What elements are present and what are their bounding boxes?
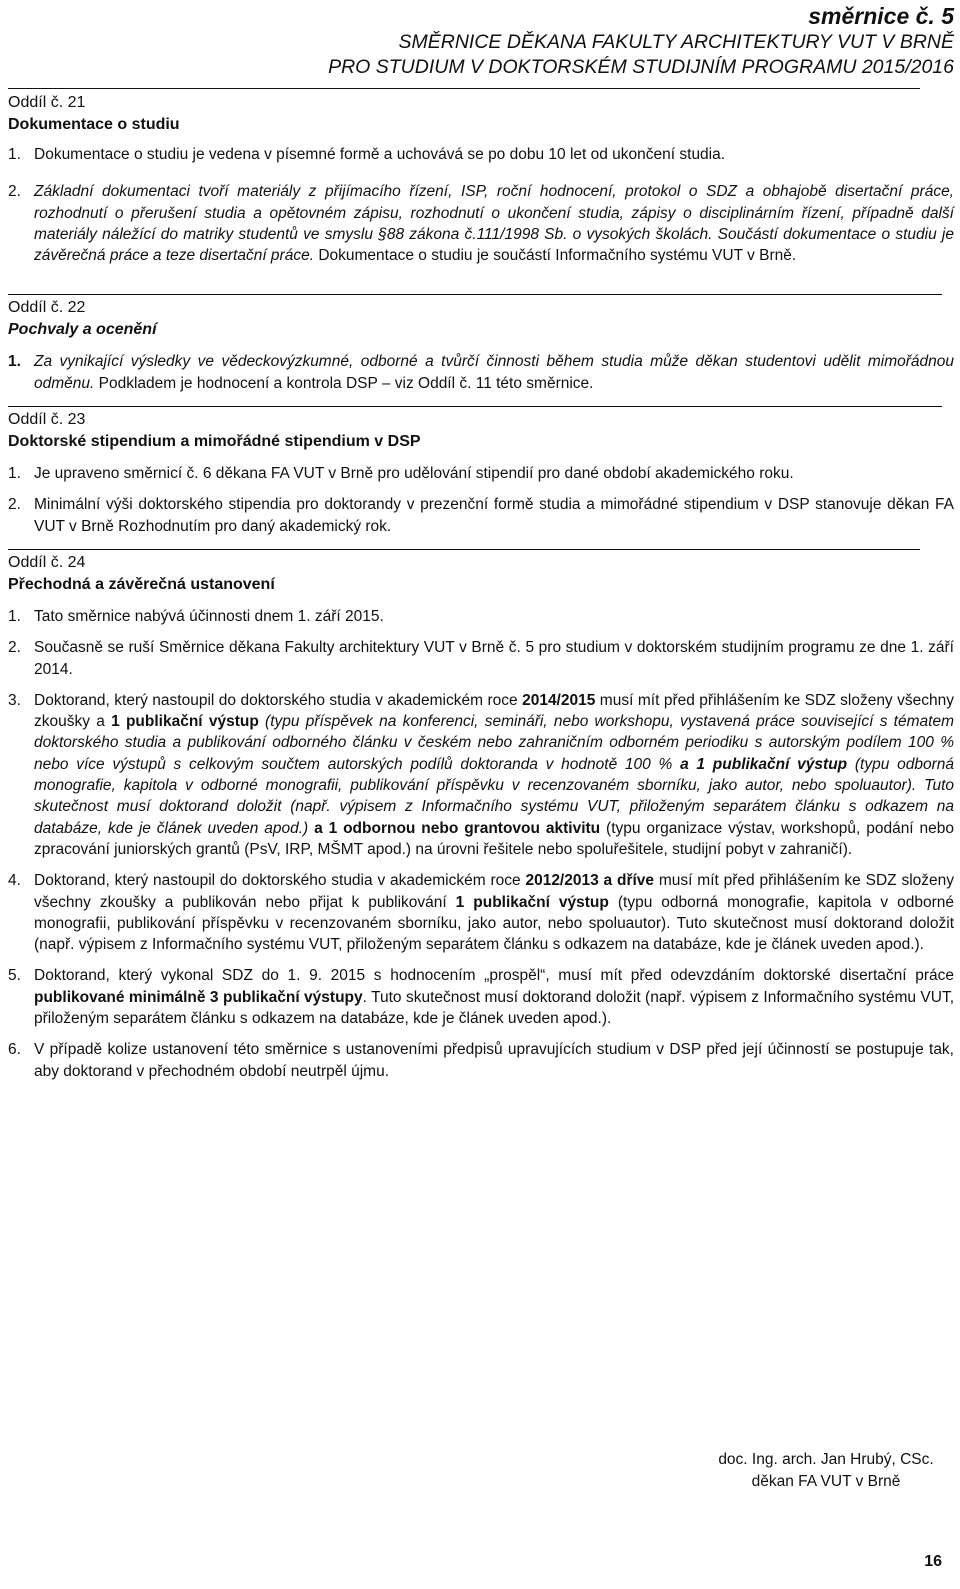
item-text: Tato směrnice nabývá účinnosti dnem 1. září 2015. [34,607,384,625]
item-text [34,870,954,955]
item-text-regular: Podkladem je hodnocení a kontrola DSP – viz Oddíl č. 11 této směrnice. [94,374,594,392]
item-text [34,965,954,1029]
list-item [8,494,954,537]
item-text: Je upraveno směrnicí č. 6 děkana FA VUT v Brně pro udělování stipendií pro dané období akademického roku. [34,465,794,483]
item-text: Současně se ruší Směrnice děkana Fakulty architektury VUT v Brně č. 5 pro studium v doktorském studijním programu ze dne 1. září 2014. [34,639,954,678]
item-text [34,181,954,266]
item-number: 3. [8,691,21,709]
page-number: 16 [924,1553,942,1570]
section-title: Přechodná a závěrečná ustanovení [8,575,275,593]
list-item [8,606,954,627]
text-run-bold-italic: a 1 publikační výstup [680,755,848,773]
text-run-bold: publikované minimálně 3 publikační výstupy [34,988,363,1006]
section-divider [8,294,942,295]
item-text-italic: Základní dokumentaci tvoří materiály z přijímacího řízení, ISP, roční hodnocení, protokol o SDZ a obhajobě disertační práce, rozhodnutí o přerušení studia a opětovném zápisu, rozhodnutí o ukončení studia, zápisy o disciplinárním řízení, případně další materiály náležící do matriky studentů ve smyslu §88 zákona č.111/1998 Sb. o vysokých školách. Součástí dokumentace o studiu je závěrečná práce a teze disertační práce. [34,183,954,265]
text-run: (typu odborná monografie, kapitola v odborné monografii, publikování příspěvku v recenzovaném sborníku, jako autor, nebo spoluautor). Tuto skutečnost musí doktorand doložit (např. výpisem z Informačního systému VUT, přiloženým separátem článku s odkazem na databáze, kde je článek uveden apod.). [34,893,955,954]
document-header [8,0,954,80]
item-number: 1. [8,146,21,163]
section-22 [8,297,954,394]
text-run-bold: 2012/2013 a dříve [525,872,655,890]
text-run: Doktorand, který nastoupil do doktorského studia v akademickém roce [34,872,526,890]
section-23 [8,409,954,537]
item-number: 1. [8,353,21,371]
signatory-name: doc. Ing. arch. Jan Hrubý, CSc. [718,1451,934,1468]
item-number: 2. [8,183,21,201]
signatory-role: děkan FA VUT v Brně [751,1473,901,1490]
item-number: 6. [8,1041,21,1059]
text-run-bold: a 1 odbornou nebo grantovou aktivitu [314,819,601,837]
list-item [8,965,954,1029]
item-number: 2. [8,496,21,514]
signature-block [708,1449,944,1493]
section-24 [8,552,954,1082]
text-run: musí mít před přihlášením ke SDZ složeny všechny zkoušky a [34,691,954,731]
list-item [8,351,954,394]
item-number: 1. [8,465,21,483]
text-run: . Tuto skutečnost musí doktorand doložit (např. výpisem z Informačního systému VUT, přiloženým separátem článku s odkazem na databáze, kde je článek uveden apod.). [34,988,955,1028]
item-text: Dokumentace o studiu je vedena v písemné formě a uchovává se po dobu 10 let od ukončení studia. [34,146,726,163]
item-number: 5. [8,967,21,985]
item-text-regular: Dokumentace o studiu je součástí Informačního systému VUT v Brně. [314,247,797,265]
section-title: Dokumentace o studiu [8,116,180,133]
section-title: Pochvaly a ocenění [8,321,157,339]
list-item [8,690,954,860]
list-item [8,144,954,165]
list-item [8,181,954,266]
header-title: SMĚRNICE DĚKANA FAKULTY ARCHITEKTURY VUT V BRNĚ [398,31,954,53]
text-run: Doktorand, který nastoupil do doktorského studia v akademickém roce [34,691,523,709]
section-21 [8,92,954,266]
header-subtitle: PRO STUDIUM V DOKTORSKÉM STUDIJNÍM PROGRAMU 2015/2016 [328,56,954,78]
item-text: V případě kolize ustanovení této směrnice s ustanoveními předpisů upravujících studium v DSP před její účinností se postupuje tak, aby doktorand v přechodném období neutrpěl újmu. [34,1041,954,1080]
header-directive-number: směrnice č. 5 [808,3,954,29]
item-number: 2. [8,639,21,657]
text-run-bold: 1 publikační výstup [111,713,259,731]
item-text: Minimální výši doktorského stipendia pro doktorandy v prezenční formě studia a mimořádné stipendium v DSP stanovuje děkan FA VUT v Brně Rozhodnutím pro daný akademický rok. [34,496,954,535]
section-number: Oddíl č. 23 [8,411,86,429]
text-run: Doktorand, který vykonal SDZ do 1. 9. 2015 s hodnocením „prospěl“, musí mít před odevzdáním doktorské disertační práce [34,967,954,985]
text-run-italic: (typu příspěvek na konferenci, semináři, nebo workshopu, vystavená práce související s tématem doktorského studia a publikování odborného článku v českém nebo zahraničním odborném periodiku s autorským podílem 100 % nebo více výstupů s celkovým součtem autorských podílů doktoranda v hodnotě 100 % [34,713,954,773]
item-number: 1. [8,607,21,625]
section-title: Doktorské stipendium a mimořádné stipendium v DSP [8,433,421,451]
section-divider [8,88,920,89]
text-run-italic: (typu odborná monografie, kapitola v odborné monografii, publikování příspěvku v recenzovaném sborníku, jako autor, nebo spoluautor). Tuto skutečnost musí doktorand doložit (např. výpisem z Informačního systému VUT, přiloženým separátem článku s odkazem na databáze, kde je článek uveden apod.) [34,755,954,837]
item-text [34,351,954,394]
list-item [8,463,954,484]
section-divider [8,549,920,550]
item-text-italic: Za vynikající výsledky ve vědeckovýzkumné, odborné a tvůrčí činnosti během studia může děkan studentovi udělit mimořádnou odměnu. [34,353,954,392]
section-number: Oddíl č. 22 [8,299,86,317]
list-item [8,870,954,955]
item-number: 4. [8,872,21,890]
section-number: Oddíl č. 24 [8,553,86,571]
text-run: (typu organizace výstav, workshopů, podání nebo zpracování juniorských grantů (PsV, IRP, MŠMT apod.) na úrovni řešitele nebo spoluřešitele, studijní pobyt v zahraničí). [34,819,954,858]
text-run-bold: 2014/2015 [522,691,596,709]
document-page [8,0,954,1589]
list-item [8,637,954,680]
text-run: musí mít před přihlášením ke SDZ složeny všechny zkoušky a publikován nebo přijat k publikování [34,872,954,911]
text-run-bold: 1 publikační výstup [455,893,609,911]
item-text [34,690,954,860]
section-number: Oddíl č. 21 [8,94,86,111]
list-item [8,1039,954,1082]
section-divider [8,406,942,407]
